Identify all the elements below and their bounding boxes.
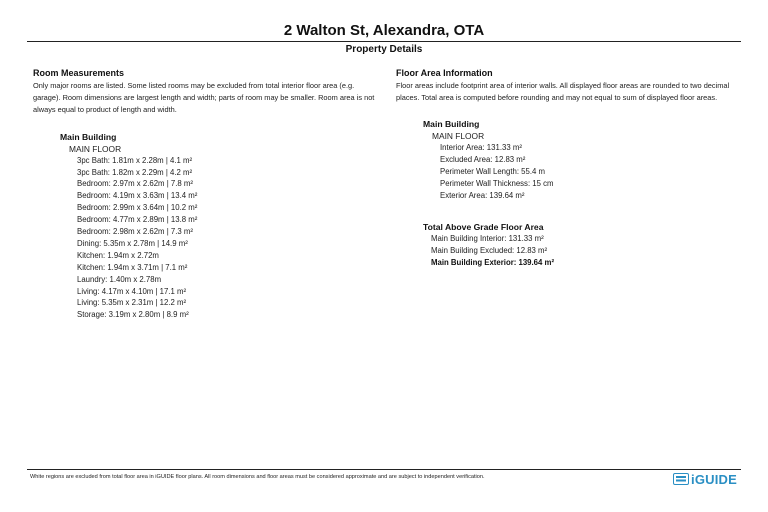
total-interior: Main Building Interior: 131.33 m²	[431, 233, 544, 243]
logo-text: iGUIDE	[691, 471, 737, 487]
list-item: Bedroom: 2.99m x 3.64m | 10.2 m²	[77, 203, 198, 213]
area-building-name: Main Building	[423, 119, 480, 130]
room-measurements-heading: Room Measurements	[33, 68, 125, 78]
total-exterior: Main Building Exterior: 139.64 m²	[431, 257, 555, 267]
list-item: Bedroom: 2.98m x 2.62m | 7.3 m²	[77, 227, 193, 237]
total-area-heading: Total Above Grade Floor Area	[423, 221, 544, 232]
list-item: Bedroom: 4.77m x 2.89m | 13.8 m²	[77, 215, 198, 225]
iguide-logo-icon	[673, 473, 689, 485]
list-item: Dining: 5.35m x 2.78m | 14.9 m²	[77, 238, 188, 248]
list-item: 3pc Bath: 1.82m x 2.29m | 4.2 m²	[77, 167, 193, 177]
list-item: Perimeter Wall Length: 55.4 m	[440, 167, 546, 177]
page-title: 2 Walton St, Alexandra, OTA	[283, 22, 485, 39]
list-item: Living: 5.35m x 2.31m | 12.2 m²	[77, 298, 187, 308]
list-item: Storage: 3.19m x 2.80m | 8.9 m²	[77, 310, 189, 320]
footer-disclaimer: White regions are excluded from total floor area in iGUIDE floor plans. All room dimensions and floor areas must be considered approximate and are subject to independent verification.	[30, 474, 485, 480]
room-measurements-section	[33, 68, 383, 321]
page-subtitle: Property Details	[345, 44, 423, 55]
floor-area-description: Floor areas include footprint area of interior walls. All displayed floor areas are rounded to two decimal places. Total area is computed before rounding and may not equal to sum of displayed floor areas.	[396, 81, 730, 103]
list-item: Perimeter Wall Thickness: 15 cm	[440, 179, 554, 189]
room-measurements-description: Only major rooms are listed. Some listed rooms may be excluded from total interior floor area (e.g. garage). Room dimensions are largest length and width; parts of room may be smaller. Room area is not always equal to product of length and width.	[33, 81, 375, 115]
list-item: Kitchen: 1.94m x 2.72m	[77, 250, 159, 260]
floor-area-section	[396, 68, 746, 269]
list-item: Living: 4.17m x 4.10m | 17.1 m²	[77, 286, 187, 296]
floor-area-heading: Floor Area Information	[396, 68, 493, 78]
room-list	[33, 155, 383, 322]
room-floor-name: MAIN FLOOR	[69, 143, 122, 154]
list-item: Laundry: 1.40m x 2.78m	[77, 274, 162, 284]
header-divider	[27, 41, 741, 42]
list-item: Bedroom: 4.19m x 3.63m | 13.4 m²	[77, 191, 198, 201]
list-item: Exterior Area: 139.64 m²	[440, 191, 525, 201]
total-excluded: Main Building Excluded: 12.83 m²	[431, 245, 548, 255]
list-item: Excluded Area: 12.83 m²	[440, 155, 526, 165]
list-item: Interior Area: 131.33 m²	[440, 143, 522, 153]
total-area-list	[396, 233, 746, 269]
list-item: Kitchen: 1.94m x 3.71m | 7.1 m²	[77, 262, 188, 272]
room-building-name: Main Building	[60, 131, 117, 142]
list-item: Bedroom: 2.97m x 2.62m | 7.8 m²	[77, 179, 193, 189]
floor-area-list	[396, 142, 746, 202]
list-item: 3pc Bath: 1.81m x 2.28m | 4.1 m²	[77, 155, 193, 165]
area-floor-name: MAIN FLOOR	[432, 131, 485, 142]
footer-divider	[27, 469, 741, 470]
iguide-logo	[673, 472, 737, 486]
